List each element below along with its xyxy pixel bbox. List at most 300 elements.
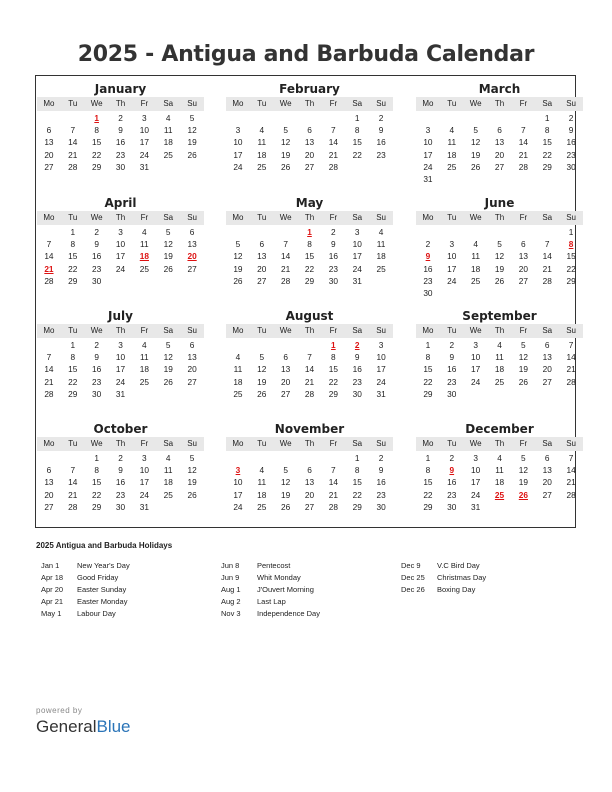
- week-row: [226, 136, 393, 148]
- brand-blue: Blue: [96, 717, 131, 736]
- day-cell: 22: [352, 489, 362, 500]
- day-cell: 21: [304, 376, 315, 387]
- day-cell: 24: [352, 263, 362, 274]
- holiday-day-cell: 1: [94, 113, 99, 123]
- day-cell: 14: [328, 477, 338, 488]
- day-cell: 12: [257, 364, 267, 375]
- day-cell: 30: [352, 388, 362, 399]
- weekday-label: We: [469, 99, 482, 108]
- day-cell: 5: [283, 125, 288, 136]
- day-cell: 20: [257, 263, 267, 274]
- day-cell: 14: [304, 364, 315, 375]
- weekday-header: [37, 324, 204, 338]
- day-cell: 20: [44, 149, 54, 160]
- day-cell: 12: [187, 125, 197, 136]
- day-cell: 9: [449, 352, 455, 363]
- day-cell: 19: [518, 364, 528, 375]
- day-cell: 7: [46, 239, 52, 250]
- day-cell: 12: [163, 239, 173, 250]
- day-cell: 17: [471, 477, 481, 488]
- day-cell: 9: [378, 465, 384, 476]
- weekday-label: Fr: [519, 326, 528, 335]
- day-cell: 24: [139, 149, 149, 160]
- weekday-label: We: [469, 326, 482, 335]
- month-october: [37, 422, 204, 513]
- day-cell: [180, 161, 204, 173]
- week-row: [37, 226, 204, 238]
- day-cell: 25: [163, 149, 173, 160]
- day-cell: 17: [233, 149, 243, 160]
- week-row: [416, 275, 583, 287]
- weekday-label: Tu: [447, 213, 457, 222]
- day-cell: 30: [92, 275, 102, 286]
- day-cell: 1: [425, 453, 431, 463]
- day-cell: 2: [449, 453, 455, 463]
- day-cell: 12: [163, 352, 173, 363]
- day-cell: [61, 112, 85, 124]
- day-cell: 27: [257, 275, 267, 286]
- weekday-label: Th: [304, 326, 315, 335]
- day-cell: 13: [494, 137, 505, 148]
- day-cell: 11: [376, 239, 386, 250]
- holiday-day-cell: 21: [44, 263, 54, 274]
- day-cell: 30: [423, 287, 433, 298]
- day-cell: 28: [68, 161, 78, 172]
- day-cell: 27: [187, 263, 197, 274]
- day-cell: 9: [331, 239, 336, 250]
- day-cell: 15: [92, 137, 102, 148]
- holiday-date: Jun 9: [221, 573, 240, 582]
- day-cell: [298, 112, 322, 124]
- weekday-label: We: [279, 99, 292, 108]
- week-row: [226, 238, 393, 250]
- weekday-header: [37, 437, 204, 451]
- day-cell: 14: [542, 251, 552, 262]
- day-cell: 23: [376, 149, 386, 160]
- day-cell: 23: [352, 376, 362, 387]
- week-row: [37, 250, 204, 262]
- page-title: 2025 - Antigua and Barbuda Calendar: [77, 42, 535, 67]
- day-cell: 15: [542, 137, 552, 148]
- holiday-date: Apr 20: [41, 585, 64, 594]
- day-cell: 2: [378, 453, 384, 463]
- day-cell: [440, 112, 464, 124]
- day-cell: 24: [233, 161, 243, 172]
- weekday-label: Fr: [519, 439, 528, 448]
- day-cell: [535, 501, 559, 513]
- day-cell: 4: [378, 227, 384, 237]
- day-cell: 25: [139, 263, 149, 274]
- day-cell: 19: [163, 364, 173, 375]
- week-row: [37, 339, 204, 351]
- day-cell: 2: [568, 113, 574, 123]
- day-cell: [132, 275, 156, 287]
- day-cell: 3: [449, 239, 455, 250]
- day-cell: 15: [423, 477, 433, 488]
- day-cell: [511, 112, 535, 124]
- day-cell: 31: [376, 388, 386, 399]
- holiday-item: [41, 560, 130, 572]
- month-june: [416, 196, 583, 299]
- holiday-item: [221, 560, 320, 572]
- weekday-label: Mo: [232, 213, 244, 222]
- week-row: [226, 263, 393, 275]
- day-cell: 23: [447, 489, 457, 500]
- brand-general: General: [36, 717, 97, 736]
- week-row: [226, 339, 393, 351]
- day-cell: [226, 452, 250, 464]
- day-cell: 9: [118, 125, 123, 136]
- weekday-label: Th: [115, 326, 126, 335]
- day-cell: [511, 173, 535, 185]
- generalblue-logo[interactable]: [36, 717, 131, 737]
- day-cell: [559, 388, 583, 400]
- day-cell: [226, 112, 250, 124]
- day-cell: 30: [115, 501, 126, 512]
- week-row: [226, 275, 393, 287]
- day-cell: 20: [44, 489, 54, 500]
- weekday-label: Fr: [329, 439, 338, 448]
- day-cell: 21: [44, 376, 54, 387]
- weekday-label: Fr: [140, 326, 149, 335]
- day-cell: 8: [425, 352, 431, 363]
- weekday-label: Su: [376, 213, 386, 222]
- day-cell: 8: [94, 465, 99, 476]
- week-row: [416, 452, 583, 464]
- day-cell: 8: [354, 465, 360, 476]
- day-cell: [416, 112, 440, 124]
- day-cell: 11: [163, 465, 173, 476]
- day-cell: 19: [281, 489, 291, 500]
- month-name: February: [279, 82, 340, 96]
- holiday-day-cell: 8: [568, 239, 574, 250]
- weekday-label: We: [90, 99, 103, 108]
- day-cell: 22: [423, 376, 433, 387]
- day-cell: 30: [376, 501, 386, 512]
- day-cell: 1: [568, 227, 574, 237]
- day-cell: 2: [94, 340, 99, 350]
- weekday-label: Su: [376, 326, 386, 335]
- day-cell: 18: [376, 251, 386, 262]
- day-cell: 20: [542, 364, 552, 375]
- holiday-name: Independence Day: [257, 609, 320, 618]
- day-cell: 12: [187, 465, 197, 476]
- powered-by-label: powered by: [36, 706, 83, 715]
- month-may: [226, 196, 393, 287]
- holiday-name: Whit Monday: [257, 573, 301, 582]
- week-row: [226, 376, 393, 388]
- day-cell: 28: [518, 161, 528, 172]
- week-row: [416, 363, 583, 375]
- week-row: [37, 489, 204, 501]
- day-cell: 30: [328, 275, 338, 286]
- weekday-label: Tu: [257, 439, 267, 448]
- weekday-header: [226, 211, 393, 225]
- holiday-date: Jun 8: [221, 561, 240, 570]
- day-cell: 13: [44, 477, 54, 488]
- day-cell: 7: [307, 352, 312, 363]
- day-cell: 16: [447, 364, 457, 375]
- week-row: [226, 476, 393, 488]
- day-cell: 24: [115, 376, 126, 387]
- weekday-label: Mo: [232, 439, 244, 448]
- day-cell: 7: [331, 465, 336, 476]
- weekday-label: Tu: [68, 99, 78, 108]
- day-cell: 5: [521, 340, 526, 350]
- day-cell: 11: [233, 364, 243, 375]
- weekday-label: Sa: [352, 439, 363, 448]
- day-cell: 19: [281, 149, 291, 160]
- day-cell: [250, 112, 274, 124]
- day-cell: 25: [139, 376, 149, 387]
- day-cell: 15: [328, 364, 338, 375]
- day-cell: 2: [118, 453, 123, 463]
- holiday-item: [41, 584, 130, 596]
- day-cell: [226, 226, 250, 238]
- day-cell: [250, 226, 274, 238]
- day-cell: 18: [257, 489, 267, 500]
- holiday-item: [401, 572, 486, 584]
- holiday-item: [41, 596, 130, 608]
- day-cell: 22: [542, 149, 552, 160]
- weekday-label: Sa: [352, 326, 363, 335]
- week-row: [416, 124, 583, 136]
- week-row: [37, 501, 204, 513]
- day-cell: 4: [473, 239, 478, 250]
- day-cell: [298, 452, 322, 464]
- day-cell: 10: [115, 239, 126, 250]
- day-cell: 17: [139, 477, 149, 488]
- day-cell: [180, 275, 204, 287]
- holiday-column: [221, 560, 320, 620]
- day-cell: 31: [139, 161, 149, 172]
- month-name: September: [462, 309, 537, 323]
- day-cell: 31: [115, 388, 126, 399]
- day-cell: 25: [257, 501, 267, 512]
- weekday-label: Tu: [447, 326, 457, 335]
- day-cell: 16: [376, 137, 386, 148]
- day-cell: 10: [423, 137, 433, 148]
- week-row: [37, 161, 204, 173]
- day-cell: 5: [283, 465, 288, 476]
- day-cell: 8: [331, 352, 336, 363]
- weekday-label: Su: [566, 213, 576, 222]
- day-cell: 2: [378, 113, 384, 123]
- day-cell: 18: [233, 376, 243, 387]
- day-cell: 16: [115, 137, 126, 148]
- week-row: [226, 452, 393, 464]
- day-cell: 12: [281, 137, 291, 148]
- day-cell: 8: [70, 352, 76, 363]
- holiday-date: May 1: [41, 609, 62, 618]
- day-cell: 6: [307, 125, 312, 136]
- day-cell: 21: [566, 477, 576, 488]
- day-cell: 23: [115, 489, 126, 500]
- weekday-label: Th: [494, 439, 505, 448]
- month-september: [416, 309, 583, 400]
- day-cell: [226, 339, 250, 351]
- holiday-date: Jan 1: [41, 561, 60, 570]
- day-cell: 7: [283, 239, 288, 250]
- day-cell: [274, 339, 298, 351]
- day-cell: [511, 226, 535, 238]
- week-row: [226, 388, 393, 400]
- day-cell: 18: [163, 477, 173, 488]
- day-cell: 8: [544, 125, 550, 136]
- day-cell: 17: [471, 364, 481, 375]
- day-cell: 13: [542, 352, 552, 363]
- day-cell: 23: [92, 263, 102, 274]
- day-cell: 5: [497, 239, 502, 250]
- day-cell: [132, 388, 156, 400]
- weekday-label: Su: [187, 99, 197, 108]
- weekday-label: Mo: [43, 213, 55, 222]
- day-cell: 16: [92, 364, 102, 375]
- weekday-label: Mo: [422, 326, 434, 335]
- weekday-label: Su: [187, 439, 197, 448]
- day-cell: [488, 226, 512, 238]
- day-cell: 16: [423, 263, 433, 274]
- day-cell: [488, 112, 512, 124]
- week-row: [416, 173, 583, 185]
- weekday-label: Su: [187, 213, 197, 222]
- day-cell: 19: [518, 477, 528, 488]
- day-cell: 26: [257, 388, 267, 399]
- day-cell: 14: [44, 251, 54, 262]
- weekday-header: [416, 211, 583, 225]
- holiday-date: Dec 9: [401, 561, 421, 570]
- day-cell: 16: [328, 251, 338, 262]
- day-cell: 20: [187, 364, 197, 375]
- holiday-day-cell: 1: [307, 227, 312, 237]
- day-cell: [535, 287, 559, 299]
- day-cell: 22: [304, 263, 315, 274]
- weekday-label: Th: [115, 99, 126, 108]
- day-cell: 9: [94, 239, 99, 250]
- day-cell: 20: [281, 376, 291, 387]
- weekday-label: Th: [304, 439, 315, 448]
- weekday-label: Fr: [329, 326, 338, 335]
- day-cell: 22: [352, 149, 362, 160]
- day-cell: 29: [68, 275, 78, 286]
- day-cell: [535, 388, 559, 400]
- day-cell: [440, 226, 464, 238]
- day-cell: 2: [331, 227, 336, 237]
- day-cell: 27: [187, 376, 197, 387]
- day-cell: 4: [497, 453, 502, 463]
- day-cell: 10: [471, 465, 481, 476]
- day-cell: [535, 173, 559, 185]
- day-cell: 10: [139, 125, 149, 136]
- weekday-label: Tu: [68, 326, 78, 335]
- day-cell: 2: [449, 340, 455, 350]
- day-cell: 4: [497, 340, 502, 350]
- day-cell: 23: [423, 275, 433, 286]
- day-cell: 4: [165, 113, 171, 123]
- day-cell: 12: [471, 137, 481, 148]
- holiday-date: Aug 1: [221, 585, 241, 594]
- day-cell: 11: [495, 465, 504, 476]
- weekday-label: Sa: [352, 99, 363, 108]
- day-cell: 29: [423, 388, 433, 399]
- day-cell: 5: [189, 113, 195, 123]
- weekday-label: Fr: [140, 99, 149, 108]
- day-cell: 21: [518, 149, 528, 160]
- day-cell: 12: [518, 465, 528, 476]
- month-november: [226, 422, 393, 513]
- day-cell: 20: [518, 263, 528, 274]
- day-cell: 4: [142, 340, 147, 350]
- day-cell: 27: [44, 501, 54, 512]
- day-cell: 4: [142, 227, 147, 237]
- day-cell: 22: [92, 149, 102, 160]
- day-cell: 24: [115, 263, 126, 274]
- day-cell: 26: [471, 161, 481, 172]
- holiday-day-cell: 1: [331, 340, 336, 350]
- day-cell: 13: [187, 239, 197, 250]
- month-name: August: [285, 309, 334, 323]
- day-cell: 21: [542, 263, 552, 274]
- day-cell: 11: [447, 137, 457, 148]
- day-cell: 27: [542, 489, 552, 500]
- day-cell: 25: [447, 161, 457, 172]
- holiday-name: Good Friday: [77, 573, 119, 582]
- day-cell: [511, 287, 535, 299]
- day-cell: 27: [304, 501, 315, 512]
- holiday-item: [221, 608, 320, 620]
- day-cell: [345, 161, 369, 173]
- day-cell: [250, 339, 274, 351]
- holiday-day-cell: 3: [235, 465, 241, 476]
- month-name: October: [93, 422, 148, 436]
- day-cell: 29: [328, 388, 338, 399]
- day-cell: 1: [544, 113, 550, 123]
- day-cell: 7: [70, 125, 76, 136]
- holiday-name: Pentecost: [257, 561, 291, 570]
- day-cell: 27: [281, 388, 291, 399]
- day-cell: 9: [94, 352, 99, 363]
- weekday-label: We: [90, 439, 103, 448]
- day-cell: 1: [70, 340, 76, 350]
- holiday-name: Easter Monday: [77, 597, 128, 606]
- day-cell: 14: [281, 251, 291, 262]
- day-cell: 13: [518, 251, 528, 262]
- week-row: [416, 376, 583, 388]
- day-cell: 25: [494, 376, 505, 387]
- day-cell: 7: [331, 125, 336, 136]
- week-row: [416, 501, 583, 513]
- day-cell: 6: [189, 227, 195, 237]
- week-row: [226, 250, 393, 262]
- day-cell: 8: [425, 465, 431, 476]
- month-name: July: [108, 309, 133, 323]
- week-row: [226, 226, 393, 238]
- day-cell: 31: [471, 501, 481, 512]
- day-cell: 28: [44, 275, 54, 286]
- day-cell: 18: [494, 364, 505, 375]
- day-cell: 27: [44, 161, 54, 172]
- day-cell: 5: [165, 227, 171, 237]
- day-cell: 26: [281, 161, 291, 172]
- day-cell: [274, 452, 298, 464]
- day-cell: 21: [68, 489, 78, 500]
- month-march: [416, 82, 583, 185]
- day-cell: [274, 112, 298, 124]
- day-cell: 17: [233, 489, 243, 500]
- holiday-day-cell: 9: [425, 251, 431, 262]
- holiday-date: Dec 25: [401, 573, 425, 582]
- day-cell: 10: [115, 352, 126, 363]
